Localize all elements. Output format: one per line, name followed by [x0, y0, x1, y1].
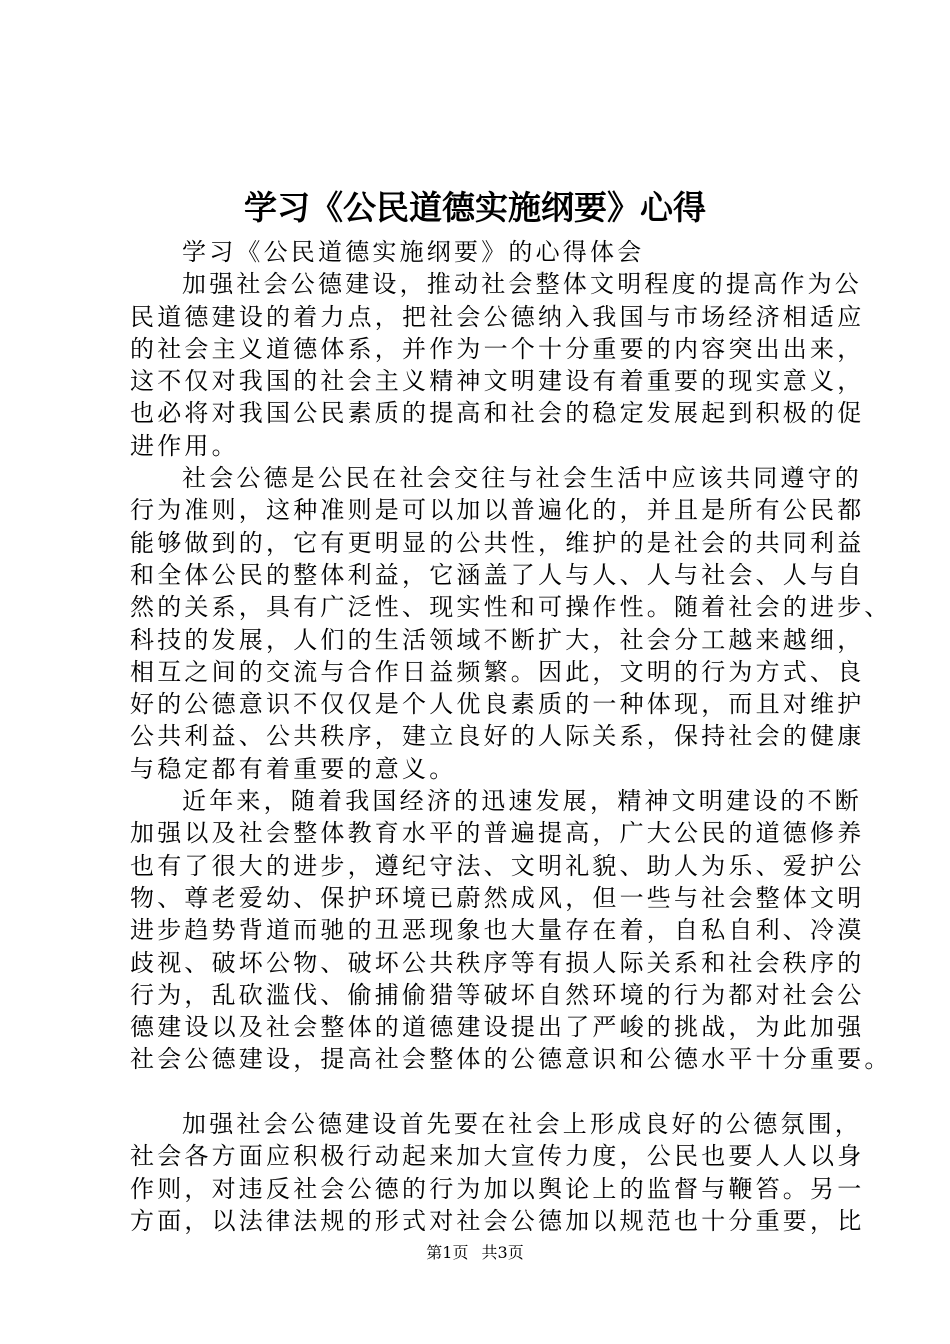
paragraph-line: 也有了很大的进步，遵纪守法、文明礼貌、助人为乐、爱护公 — [130, 851, 865, 880]
paragraph-line: 进步趋势背道而驰的丑恶现象也大量存在着，自私自利、冷漠 — [130, 916, 865, 945]
paragraph-line: 社会各方面应积极行动起来加大宣传力度，公民也要人人以身 — [130, 1142, 865, 1171]
paragraph-line: 方面，以法律法规的形式对社会公德加以规范也十分重要，比 — [130, 1206, 865, 1235]
paragraph-line: 也必将对我国公民素质的提高和社会的稳定发展起到积极的促 — [130, 399, 865, 428]
paragraph-line: 社会公德是公民在社会交往与社会生活中应该共同遵守的 — [182, 464, 862, 493]
subtitle: 学习《公民道德实施纲要》的心得体会 — [182, 238, 645, 266]
paragraph-line: 作则，对违反社会公德的行为加以舆论上的监督与鞭笞。另一 — [130, 1174, 865, 1203]
paragraph-line: 的社会主义道德体系，并作为一个十分重要的内容突出出来， — [130, 334, 865, 363]
paragraph-2 — [130, 462, 892, 785]
paragraph-line: 好的公德意识不仅仅是个人优良素质的一种体现，而且对维护 — [130, 690, 865, 719]
paragraph-line: 德建设以及社会整体的道德建设提出了严峻的挑战，为此加强 — [130, 1013, 865, 1042]
paragraph-line: 加强以及社会整体教育水平的普遍提高，广大公民的道德修养 — [130, 819, 865, 848]
paragraph-1 — [130, 268, 865, 462]
paragraph-spacer — [130, 1076, 830, 1108]
paragraph-line: 进作用。 — [130, 431, 239, 460]
paragraph-line: 行为，乱砍滥伐、偷捕偷猎等破坏自然环境的行为都对社会公 — [130, 980, 865, 1009]
paragraph-line: 能够做到的，它有更明显的公共性，维护的是社会的共同利益 — [130, 528, 865, 557]
paragraph-line: 和全体公民的整体利益，它涵盖了人与人、人与社会、人与自 — [130, 560, 865, 589]
paragraph-line: 这不仅对我国的社会主义精神文明建设有着重要的现实意义， — [130, 367, 865, 396]
paragraph-line: 与稳定都有着重要的意义。 — [130, 754, 457, 783]
paragraph-4 — [130, 1108, 865, 1237]
paragraph-line: 近年来，随着我国经济的迅速发展，精神文明建设的不断 — [182, 787, 862, 816]
page-footer — [0, 1240, 950, 1263]
paragraph-line: 物、尊老爱幼、保护环境已蔚然成风，但一些与社会整体文明 — [130, 883, 865, 912]
paragraph-3 — [130, 785, 892, 1076]
paragraph-line: 民道德建设的着力点，把社会公德纳入我国与市场经济相适应 — [130, 302, 865, 331]
paragraph-line: 加强社会公德建设首先要在社会上形成良好的公德氛围， — [182, 1110, 862, 1139]
paragraph-line: 社会公德建设，提高社会整体的公德意识和公德水平十分重要。 — [130, 1045, 892, 1074]
paragraph-line: 公共利益、公共秩序，建立良好的人际关系，保持社会的健康 — [130, 722, 865, 751]
paragraph-line: 然的关系，具有广泛性、现实性和可操作性。随着社会的进步、 — [130, 593, 892, 622]
paragraph-line: 歧视、破坏公物、破坏公共秩序等有损人际关系和社会秩序的 — [130, 948, 865, 977]
document-body — [130, 236, 892, 1237]
page-number: 第1页 — [426, 1243, 469, 1262]
paragraph-line: 加强社会公德建设，推动社会整体文明程度的提高作为公 — [182, 270, 862, 299]
paragraph-line: 行为准则，这种准则是可以加以普遍化的，并且是所有公民都 — [130, 496, 865, 525]
paragraph-line: 科技的发展，人们的生活领域不断扩大，社会分工越来越细， — [130, 625, 865, 654]
paragraph-line: 相互之间的交流与合作日益频繁。因此，文明的行为方式、良 — [130, 657, 865, 686]
page-total: 共3页 — [481, 1243, 524, 1262]
page-title: 学习《公民道德实施纲要》心得 — [244, 188, 706, 227]
